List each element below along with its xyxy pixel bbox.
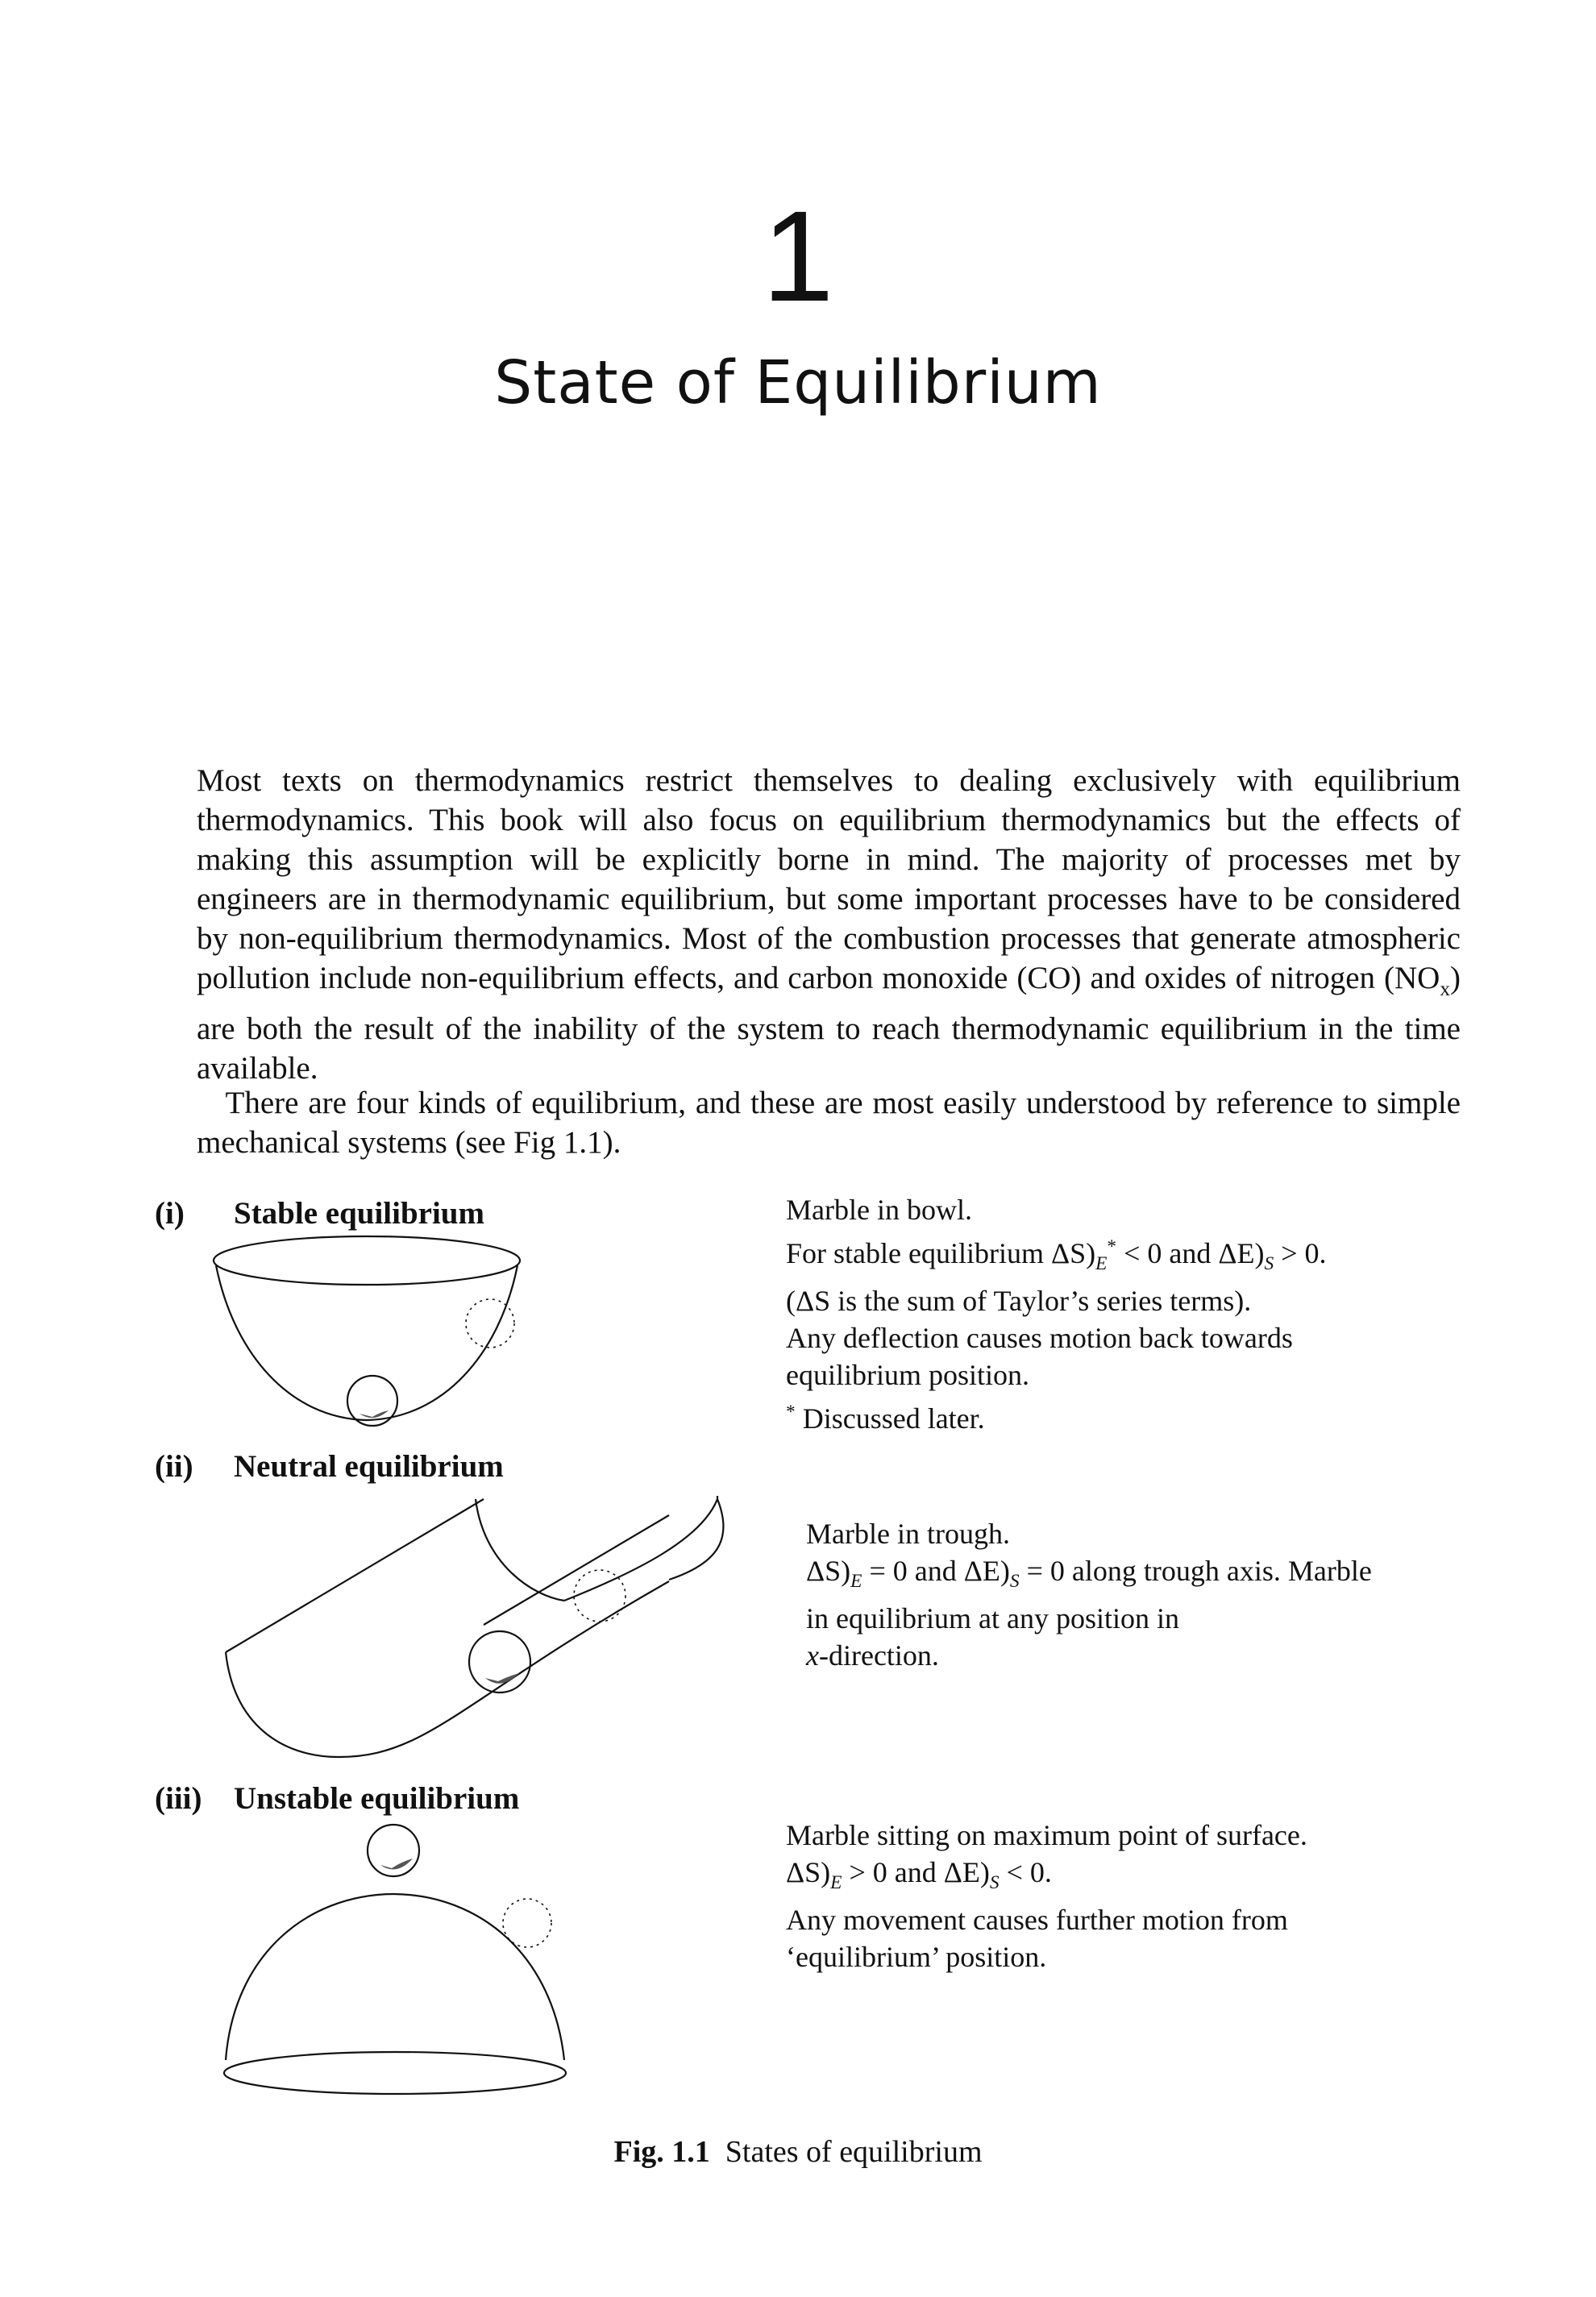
trough-inner-line	[484, 1515, 669, 1625]
dome-base	[224, 2052, 566, 2094]
bowl-body	[216, 1265, 517, 1420]
chapter-number: 1	[762, 184, 834, 328]
item-number-unstable: (iii)	[155, 1781, 202, 1816]
desc-stable-line1: Marble in bowl.	[786, 1194, 972, 1226]
desc-unstable-line4: ‘equilibrium’ position.	[786, 1941, 1047, 1974]
desc-unstable-line3: Any movement causes further motion from	[786, 1904, 1288, 1937]
marble	[347, 1376, 397, 1426]
desc-neutral-line1: Marble in trough.	[806, 1518, 1010, 1550]
label-stable-equilibrium: Stable equilibrium	[234, 1196, 484, 1231]
marble-shading	[380, 1859, 413, 1869]
marble-shading	[360, 1410, 389, 1418]
figure-caption-text: States of equilibrium	[725, 2135, 983, 2169]
desc-neutral-line4: x-direction.	[806, 1639, 939, 1672]
desc-stable-line4: Any deflection causes motion back towards	[786, 1322, 1293, 1355]
trough-right-end	[564, 1499, 717, 1601]
intro-paragraph-text-b: ) are both the result of the inability of the system to reach thermodynamic equilibrium in the time available.	[197, 961, 1461, 1086]
desc-unstable-line1: Marble sitting on maximum point of surface.	[786, 1819, 1307, 1851]
kinds-paragraph-text: There are four kinds of equilibrium, and these are most easily understood by reference to simple mechanical systems (see Fig 1.1).	[197, 1086, 1461, 1160]
dome-surface	[226, 1894, 564, 2060]
figure-caption	[0, 2134, 1596, 2170]
label-unstable-equilibrium: Unstable equilibrium	[234, 1781, 520, 1816]
item-number-neutral: (ii)	[155, 1449, 193, 1484]
intro-paragraph-text-a: Most texts on thermodynamics restrict themselves to dealing exclusively with equilibrium thermodynamics. This book will also focus on equilibrium thermodynamics but the effects of making this assumption will be explicitly borne in mind. The majority of processes met by engineers are in thermodynamic equilibrium, but some important processes have to be considered by non-equilibrium thermodynamics. Most of the combustion processes that generate atmospheric pollution include non-equilibrium effects, and carbon monoxide (CO) and oxides of nitrogen (NO	[197, 763, 1461, 995]
desc-stable-line6: * Discussed later.	[786, 1402, 985, 1435]
desc-stable-line5: equilibrium position.	[786, 1359, 1029, 1392]
nox-subscript: x	[1440, 977, 1450, 1000]
trough-front-edge	[226, 1499, 484, 1652]
kinds-paragraph	[197, 1083, 1461, 1162]
desc-neutral	[806, 1515, 1372, 1674]
desc-neutral-line3: in equilibrium at any position in	[806, 1602, 1179, 1635]
item-number-stable: (i)	[155, 1196, 185, 1231]
desc-stable	[786, 1191, 1327, 1437]
marble-shading	[485, 1673, 519, 1684]
desc-stable-line3: (ΔS is the sum of Taylor’s series terms).	[786, 1285, 1252, 1318]
desc-neutral-line2: $\Delta S)_E = 0$ and $\Delta E)_S = 0$ along trough axis. Marble	[806, 1555, 1372, 1593]
figure-caption-label: Fig. 1.1	[613, 2135, 710, 2169]
bowl-rim	[214, 1236, 520, 1285]
desc-unstable	[786, 1817, 1307, 1975]
trough-far-rim	[669, 1499, 724, 1580]
dome-diagram	[210, 1818, 596, 2116]
bowl-diagram	[202, 1233, 564, 1443]
chapter-title: State of Equilibrium	[494, 348, 1102, 417]
intro-paragraph	[197, 761, 1461, 1088]
desc-unstable-line2: $\Delta S)_E > 0$ and $\Delta E)_S < 0$.	[786, 1856, 1052, 1894]
trough-near-rim	[226, 1581, 669, 1757]
label-neutral-equilibrium: Neutral equilibrium	[234, 1449, 504, 1484]
trough-diagram	[218, 1491, 734, 1781]
desc-stable-line2: For stable equilibrium $\Delta S)_E^* < 0$ and $\Delta E)_S > 0$.	[786, 1236, 1327, 1275]
